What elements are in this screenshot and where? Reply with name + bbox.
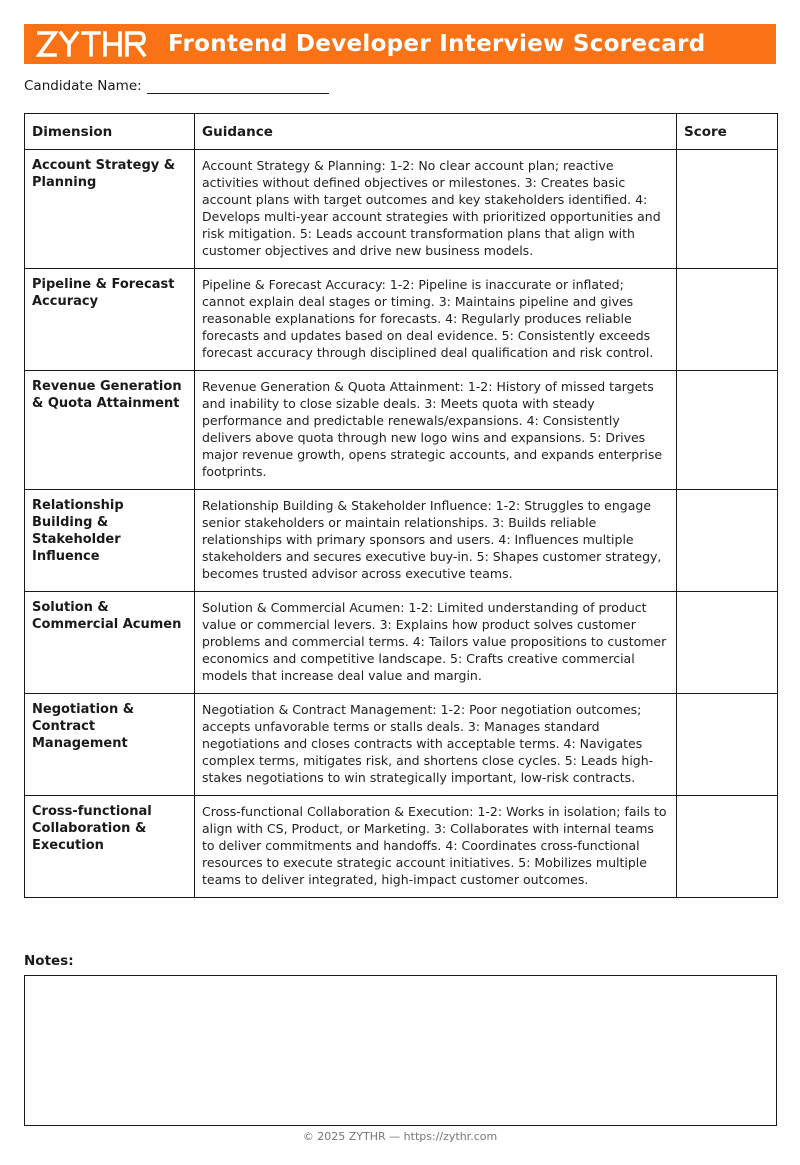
zythr-logo [36,30,148,58]
table-row [25,592,778,694]
score-cell[interactable] [677,371,778,490]
dimension-cell: Account Strategy & Planning [25,150,195,269]
dimension-cell: Revenue Generation & Quota Attainment [25,371,195,490]
column-header-dimension: Dimension [25,114,195,150]
candidate-name-label: Candidate Name: [24,78,142,94]
table-row [25,269,778,371]
column-header-guidance: Guidance [195,114,677,150]
dimension-cell: Negotiation & Contract Management [25,694,195,796]
scorecard-title: Frontend Developer Interview Scorecard [168,31,706,57]
notes-box[interactable] [24,975,777,1126]
guidance-cell: Negotiation & Contract Management: 1-2: Poor negotiation outcomes; accepts unfavorable terms or stalls deals. 3: Manages standard negotiations and closes contracts with acceptable terms. 4: Navigates complex terms, mitigates risk, and shortens close cycles. 5: Leads high-stakes negotiations to win strategically important, low-risk contracts. [195,694,677,796]
dimension-cell: Relationship Building & Stakeholder Influence [25,490,195,592]
dimension-cell: Solution & Commercial Acumen [25,592,195,694]
table-row [25,150,778,269]
guidance-cell: Solution & Commercial Acumen: 1-2: Limited understanding of product value or commercial levers. 3: Explains how product solves customer problems and commercial terms. 4: Tailors value propositions to customer economics and competitive landscape. 5: Crafts creative commercial models that increase deal value and margin. [195,592,677,694]
table-row [25,490,778,592]
dimension-cell: Cross-functional Collaboration & Execution [25,796,195,898]
table-row [25,796,778,898]
score-cell[interactable] [677,592,778,694]
table-row [25,694,778,796]
header-bar [24,24,776,64]
guidance-cell: Relationship Building & Stakeholder Influence: 1-2: Struggles to engage senior stakeholders or maintain relationships. 3: Builds reliable relationships with primary sponsors and users. 4: Influences multiple stakeholders and secures executive buy-in. 5: Shapes customer strategy, becomes trusted advisor across executive teams. [195,490,677,592]
table-header-row [25,114,778,150]
scorecard-table [24,113,778,898]
footer-copyright: © 2025 ZYTHR — https://zythr.com [302,1130,498,1143]
column-header-score: Score [677,114,778,150]
dimension-cell: Pipeline & Forecast Accuracy [25,269,195,371]
score-cell[interactable] [677,490,778,592]
candidate-name-line [147,78,329,94]
table-row [25,371,778,490]
notes-label: Notes: [24,953,74,969]
guidance-cell: Account Strategy & Planning: 1-2: No clear account plan; reactive activities without defined objectives or milestones. 3: Creates basic account plans with target outcomes and key stakeholders identified. 4: Develops multi-year account strategies with prioritized opportunities and risk mitigation. 5: Leads account transformation plans that align with customer objectives and drive new business models. [195,150,677,269]
guidance-cell: Revenue Generation & Quota Attainment: 1-2: History of missed targets and inability to close sizable deals. 3: Meets quota with steady performance and predictable renewals/expansions. 4: Consistently delivers above quota through new logo wins and expansions. 5: Drives major revenue growth, opens strategic accounts, and expands enterprise footprints. [195,371,677,490]
guidance-cell: Pipeline & Forecast Accuracy: 1-2: Pipeline is inaccurate or inflated; cannot explain deal stages or timing. 3: Maintains pipeline and gives reasonable explanations for forecasts. 4: Regularly produces reliable forecasts and updates based on deal evidence. 5: Consistently exceeds forecast accuracy through disciplined deal qualification and risk control. [195,269,677,371]
score-cell[interactable] [677,269,778,371]
candidate-name-row [24,78,329,94]
score-cell[interactable] [677,150,778,269]
guidance-cell: Cross-functional Collaboration & Execution: 1-2: Works in isolation; fails to align with CS, Product, or Marketing. 3: Collaborates with internal teams to deliver commitments and handoffs. 4: Coordinates cross-functional resources to execute strategic account initiatives. 5: Mobilizes multiple teams to deliver integrated, high-impact customer outcomes. [195,796,677,898]
score-cell[interactable] [677,694,778,796]
score-cell[interactable] [677,796,778,898]
